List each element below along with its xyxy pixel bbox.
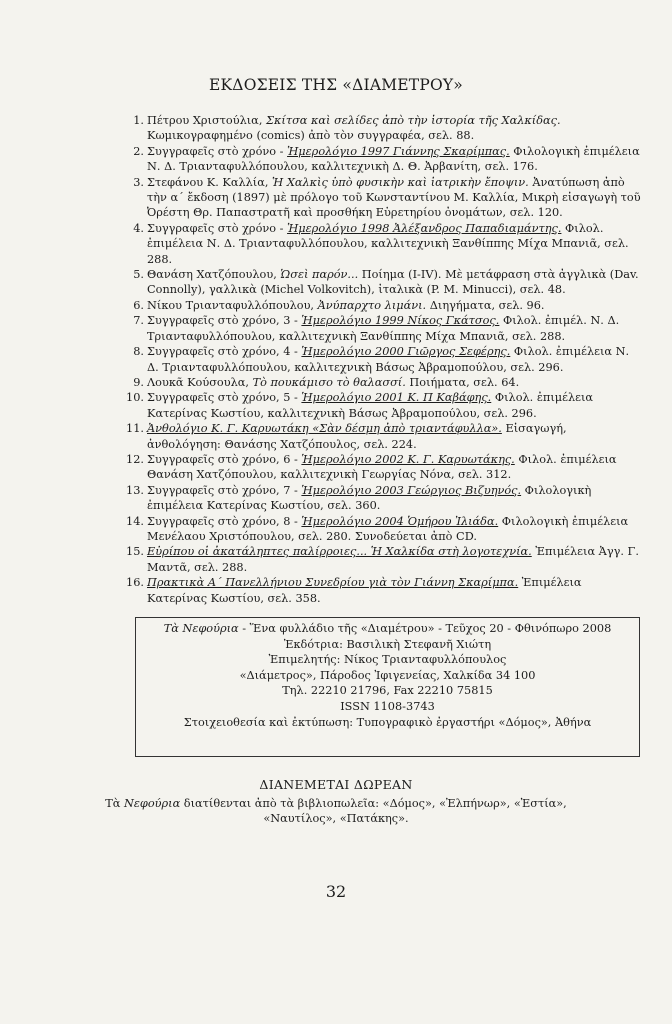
publication-item <box>122 344 642 375</box>
printing-line: Στοιχειοθεσία καὶ ἐκτύπωση: Τυπογραφικὸ ἐργαστήρι «Δόμος», Ἀθήνα <box>183 715 592 729</box>
item-number: 10. <box>126 391 144 405</box>
item-text: Συγγραφεῖς στὸ χρόνο, 3 - <box>147 314 302 328</box>
publication-item <box>122 221 642 267</box>
item-text: Συγγραφεῖς στὸ χρόνο - <box>147 221 288 235</box>
item-text: Συγγραφεῖς στὸ χρόνο, 5 - <box>147 391 302 405</box>
free-distribution-section <box>0 777 672 827</box>
item-text: Ἀνατύπωση ἀπὸ τὴν α΄ ἔκδοση (1897) μὲ πρόλογο τοῦ Κωνσταντίνου Μ. Καλλία, Μικρὴ εἰσαγωγὴ τοῦ Ὀρέστη Θρ. Παπαστρατῆ καὶ προσθήκη Εὑρετηρίου ὀνομάτων, σελ. 120. <box>147 175 641 220</box>
item-text: Συγγραφεῖς στὸ χρόνο, 6 - <box>147 452 302 466</box>
phone-line: Τηλ. 22210 21796, Fax 22210 75815 <box>282 684 493 698</box>
item-number: 3. <box>133 175 144 189</box>
periodical-name: Τὰ Νεφούρια <box>163 622 239 635</box>
publication-item <box>122 113 642 144</box>
item-title: Ἡμερολόγιο 2000 Γιῶργος Σεφέρης. <box>301 345 511 359</box>
item-text: Ἐπιμέλεια Ἀγγ. Γ. Μαντᾶ, σελ. 288. <box>147 545 639 574</box>
bookstores-line-1 <box>0 796 672 812</box>
bookstores-periodical-name: Νεφούρια <box>123 796 181 810</box>
item-text: Φιλολ. ἐπιμέλεια Ν. Δ. Τριανταφυλλόπουλου, καλλιτεχνικὴ Βάσως Ἀβραμοπούλου, σελ. 296. <box>147 345 630 374</box>
page-title: ΕΚΔΟΣΕΙΣ ΤΗΣ «ΔΙΑΜΕΤΡΟΥ» <box>209 76 463 94</box>
page-number: 32 <box>325 882 347 901</box>
item-number: 16. <box>126 576 144 590</box>
publication-item <box>122 144 642 175</box>
item-text: Φιλολογικὴ ἐπιμέλεια Ν. Δ. Τριανταφυλλόπουλου, καλλιτεχνικὴ Δ. Θ. Ἀρβανίτη, σελ. 176. <box>147 144 640 174</box>
item-title: Σκίτσα καὶ σελίδες ἀπὸ τὴν ἱστορία τῆς Χαλκίδας. <box>266 114 561 127</box>
item-title: Πρακτικὰ Α΄ Πανελλήνιου Συνεδρίου γιὰ τὸν Γιάννη Σκαρίμπα. <box>147 576 519 590</box>
publication-item <box>122 514 642 545</box>
item-text: Λουκᾶ Κούσουλα, <box>147 375 253 389</box>
publication-item <box>122 298 642 313</box>
item-number: 8. <box>133 345 144 359</box>
item-title: Ὡσεὶ παρόν... <box>280 268 359 282</box>
item-text: Φιλολ. ἐπιμέλεια Κατερίνας Κωστίου, καλλιτεχνικὴ Βάσως Ἀβραμοπούλου, σελ. 296. <box>147 391 594 420</box>
item-number: 1. <box>133 114 144 127</box>
item-text: Φιλολογικὴ ἐπιμέλεια Κατερίνας Κωστίου, σελ. 360. <box>147 483 592 513</box>
item-text: Ἐπιμέλεια Κατερίνας Κωστίου, σελ. 358. <box>147 576 582 605</box>
item-text: Συγγραφεῖς στὸ χρόνο, 4 - <box>147 345 302 359</box>
bookstores-prefix: Τὰ <box>105 796 124 810</box>
item-title: Ἡμερολόγιο 1999 Νίκος Γκάτσος. <box>301 314 500 328</box>
publication-item <box>122 175 642 221</box>
publications-list <box>122 113 642 606</box>
publication-item <box>122 313 642 344</box>
item-title: Ἡ Χαλκὶς ὑπὸ φυσικὴν καὶ ἰατρικὴν ἔποψιν. <box>272 175 529 189</box>
colophon-box <box>135 617 640 757</box>
item-text: Κωμικογραφημένο (comics) ἀπὸ τὸν συγγραφέα, σελ. 88. <box>147 129 475 143</box>
item-text: Συγγραφεῖς στὸ χρόνο, 7 - <box>147 483 302 497</box>
item-number: 5. <box>133 268 144 282</box>
item-title: Ἡμερολόγιο 1997 Γιάννης Σκαρίμπας. <box>287 144 510 158</box>
item-text: Φιλολ. ἐπιμέλεια Ν. Δ. Τριανταφυλλόπουλου, καλλιτεχνικὴ Ξανθίππης Μίχα Μπανιᾶ, σελ. 288. <box>147 221 629 266</box>
item-text: Νίκου Τριανταφυλλόπουλου, <box>147 298 318 312</box>
item-title: Ἡμερολόγιο 1998 Ἀλέξανδρος Παπαδιαμάντης. <box>287 221 562 235</box>
publication-item <box>122 375 642 390</box>
item-title: Εὐρίπου οἱ ἀκατάληπτες παλίρροιες... Ἡ Χαλκίδα στὴ λογοτεχνία. <box>147 545 532 559</box>
item-number: 6. <box>133 298 144 312</box>
issn-line: ISSN 1108-3743 <box>340 699 435 713</box>
publisher-line: Ἐκδότρια: Βασιλικὴ Στεφανῆ Χιώτη <box>283 637 492 651</box>
item-text: Διηγήματα, σελ. 96. <box>426 298 545 312</box>
item-title: Ἡμερολόγιο 2001 Κ. Π Καβάφης. <box>301 391 492 405</box>
item-title: Ἀνθολόγιο Κ. Γ. Καρυωτάκη «Σὰν δέσμη ἀπὸ τριαντάφυλλα». <box>147 422 502 436</box>
item-text: Θανάση Χατζόπουλου, <box>147 268 281 282</box>
publication-item <box>122 483 642 514</box>
free-distribution-heading: ΔΙΑΝΕΜΕΤΑΙ ΔΩΡΕΑΝ <box>259 777 413 792</box>
item-text: Φιλολογικὴ ἐπιμέλεια Μενέλαου Χριστόπουλου, σελ. 280. Συνοδεύεται ἀπὸ CD. <box>147 514 629 543</box>
item-text: Πέτρου Χριστούλια, <box>147 114 266 127</box>
colophon-line-1 <box>136 621 639 637</box>
item-title: Ἡμερολόγιο 2004 Ὁμήρου Ἰλιάδα. <box>301 514 499 528</box>
publication-item <box>122 267 642 298</box>
publication-item <box>122 390 642 421</box>
item-number: 14. <box>126 514 144 528</box>
item-title: Ἀνύπαρχτο λιμάνι. <box>317 298 427 312</box>
item-title: Ἡμερολόγιο 2003 Γεώργιος Βιζυηνός. <box>301 483 522 497</box>
address-line: «Διάμετρος», Πάροδος Ἰφιγενείας, Χαλκίδα 34 100 <box>239 668 536 682</box>
item-text: Συγγραφεῖς στὸ χρόνο - <box>147 144 288 158</box>
editor-line: Ἐπιμελητής: Νίκος Τριανταφυλλόπουλος <box>268 653 507 667</box>
item-title: Ἡμερολόγιο 2002 Κ. Γ. Καρυωτάκης. <box>301 452 515 466</box>
publication-item <box>122 452 642 483</box>
item-number: 7. <box>133 314 144 328</box>
item-text: Φιλολ. ἐπιμέλεια Θανάση Χατζόπουλου, καλλιτεχνικὴ Γεωργίας Νόνα, σελ. 312. <box>147 452 617 482</box>
item-number: 15. <box>126 545 144 559</box>
item-number: 4. <box>133 221 144 235</box>
item-number: 13. <box>126 483 144 497</box>
publication-item <box>122 421 642 452</box>
bookstores-list: διατίθενται ἀπὸ τὰ βιβλιοπωλεῖα: «Δόμος», «Ἐλπήνωρ», «Ἑστία», <box>180 796 567 810</box>
item-text: Συγγραφεῖς στὸ χρόνο, 8 - <box>147 514 302 528</box>
item-text: Ποιήματα, σελ. 64. <box>405 375 520 389</box>
item-title: Τὸ πουκάμισο τὸ θαλασσί. <box>252 375 406 389</box>
item-text: Φιλολ. ἐπιμέλ. Ν. Δ. Τριανταφυλλόπουλου, καλλιτεχνικὴ Ξανθίππης Μίχα Μπανιᾶ, σελ. 288. <box>147 314 620 343</box>
item-text: Εἰσαγωγή, ἀνθολόγηση: Θανάσης Χατζόπουλος, σελ. 224. <box>147 422 567 451</box>
item-number: 2. <box>133 144 144 158</box>
publication-item <box>122 544 642 575</box>
publication-item <box>122 575 642 606</box>
item-text: Στεφάνου Κ. Καλλία, <box>147 175 273 189</box>
item-number: 9. <box>133 375 144 389</box>
item-number: 11. <box>126 422 144 436</box>
item-number: 12. <box>126 452 144 466</box>
bookstores-line-2: «Ναυτίλος», «Πατάκης». <box>263 812 409 826</box>
item-text: Ποίημα (I-IV). Μὲ μετάφραση στὰ ἀγγλικὰ (Dav. Connolly), γαλλικὰ (Michel Volkovitch), ἰταλικὰ (P. M. Minucci), σελ. 48. <box>147 268 639 297</box>
issue-info: - Ἕνα φυλλάδιο τῆς «Διαμέτρου» - Τεῦχος 20 - Φθινόπωρο 2008 <box>238 622 612 635</box>
